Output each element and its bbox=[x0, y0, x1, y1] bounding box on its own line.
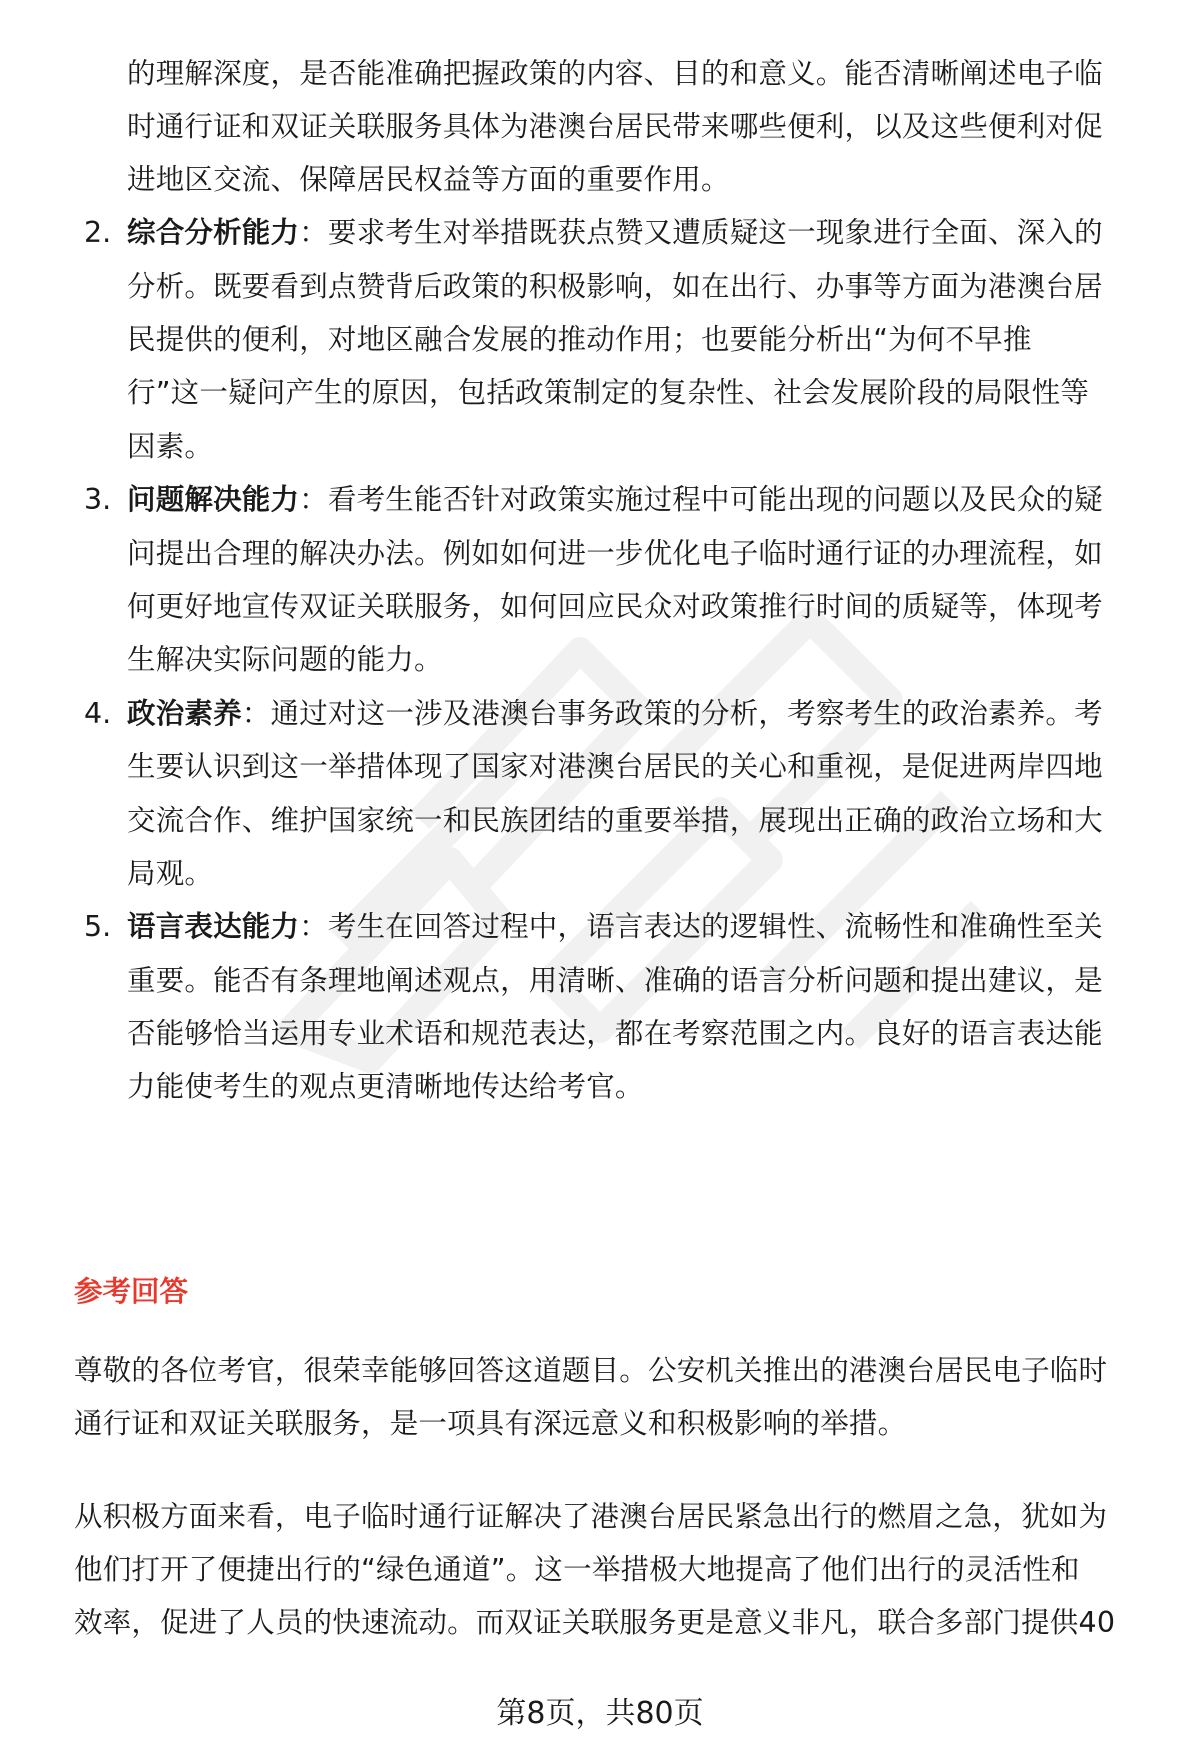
answer-line: 通行证和双证关联服务，是一项具有深远意义和积极影响的举措。 bbox=[74, 1407, 907, 1440]
list-item-text: ：要求考生对举措既获点赞又遭质疑这一现象进行全面、深入的 bbox=[299, 216, 1103, 249]
list-item-title: 政治素养 bbox=[127, 697, 242, 730]
answer-line: 从积极方面来看，电子临时通行证解决了港澳台居民紧急出行的燃眉之急，犹如为 bbox=[74, 1500, 1108, 1533]
answer-line: 效率，促进了人员的快速流动。而双证关联服务更是意义非凡，联合多部门提供40 bbox=[74, 1606, 1116, 1639]
list-item-first-line bbox=[127, 480, 1103, 520]
intro-line: 时通行证和双证关联服务具体为港澳台居民带来哪些便利，以及这些便利对促 bbox=[127, 110, 1103, 143]
list-item-line: 民提供的便利，对地区融合发展的推动作用；也要能分析出“为何不早推 bbox=[127, 323, 1032, 356]
answer-line: 尊敬的各位考官，很荣幸能够回答这道题目。公安机关推出的港澳台居民电子临时 bbox=[74, 1354, 1108, 1387]
list-item-text: ：考生在回答过程中，语言表达的逻辑性、流畅性和准确性至关 bbox=[299, 910, 1103, 943]
list-number: 2. bbox=[84, 216, 112, 249]
list-item-line: 何更好地宣传双证关联服务，如何回应民众对政策推行时间的质疑等，体现考 bbox=[127, 590, 1103, 623]
list-item-text: ：看考生能否针对政策实施过程中可能出现的问题以及民众的疑 bbox=[299, 483, 1103, 516]
list-item-line: 否能够恰当运用专业术语和规范表达，都在考察范围之内。良好的语言表达能 bbox=[127, 1017, 1103, 1050]
list-item-line: 分析。既要看到点赞背后政策的积极影响，如在出行、办事等方面为港澳台居 bbox=[127, 270, 1103, 303]
list-item-line: 生要认识到这一举措体现了国家对港澳台居民的关心和重视，是促进两岸四地 bbox=[127, 750, 1103, 783]
list-item-line: 局观。 bbox=[127, 857, 214, 890]
page-number: 第8页，共80页 bbox=[496, 1696, 704, 1731]
list-item-text: ：通过对这一涉及港澳台事务政策的分析，考察考生的政治素养。考 bbox=[241, 697, 1103, 730]
intro-line: 进地区交流、保障居民权益等方面的重要作用。 bbox=[127, 163, 730, 196]
list-item-first-line bbox=[127, 213, 1103, 253]
list-item-line: 重要。能否有条理地阐述观点，用清晰、准确的语言分析问题和提出建议，是 bbox=[127, 964, 1103, 997]
list-item-first-line bbox=[127, 694, 1103, 734]
list-item-first-line bbox=[127, 907, 1103, 947]
list-item-title: 语言表达能力 bbox=[127, 910, 300, 943]
section-heading: 参考回答 bbox=[74, 1275, 189, 1308]
list-number: 3. bbox=[84, 483, 112, 516]
list-item-line: 交流合作、维护国家统一和民族团结的重要举措，展现出正确的政治立场和大 bbox=[127, 804, 1103, 837]
list-item-title: 综合分析能力 bbox=[127, 216, 300, 249]
list-item-line: 行”这一疑问产生的原因，包括政策制定的复杂性、社会发展阶段的局限性等 bbox=[127, 376, 1090, 409]
list-item-title: 问题解决能力 bbox=[127, 483, 300, 516]
list-item-line: 力能使考生的观点更清晰地传达给考官。 bbox=[127, 1070, 644, 1103]
list-number: 4. bbox=[84, 697, 112, 730]
answer-line: 他们打开了便捷出行的“绿色通道”。这一举措极大地提高了他们出行的灵活性和 bbox=[74, 1553, 1080, 1586]
list-item-line: 问提出合理的解决办法。例如如何进一步优化电子临时通行证的办理流程，如 bbox=[127, 537, 1103, 570]
list-number: 5. bbox=[84, 910, 112, 943]
list-item-line: 生解决实际问题的能力。 bbox=[127, 643, 443, 676]
list-item-line: 因素。 bbox=[127, 430, 214, 463]
intro-line: 的理解深度，是否能准确把握政策的内容、目的和意义。能否清晰阐述电子临 bbox=[127, 57, 1103, 90]
